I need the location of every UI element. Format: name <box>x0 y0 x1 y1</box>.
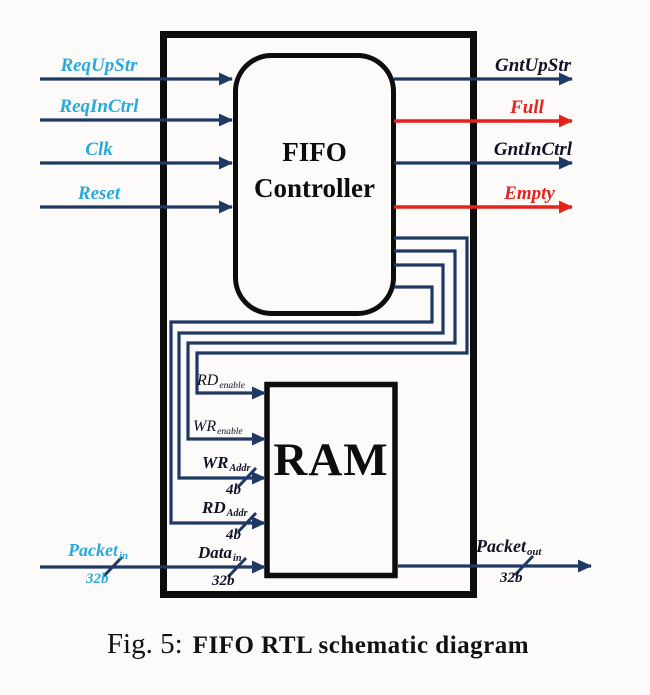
figure-caption <box>8 628 628 661</box>
signal-label-requpstr: ReqUpStr <box>60 55 138 76</box>
signal-label-wr-addr: $WR_{Addr}$ <box>202 453 251 475</box>
port-label-packet-out: Packet$_{out}$ <box>476 536 542 559</box>
ram-label: RAM <box>273 434 389 486</box>
signal-label-empty: Empty <box>504 183 555 204</box>
signal-label-rd-enable: $RD_{enable}$ <box>197 372 245 391</box>
signal-label-clk: Clk <box>85 139 113 160</box>
signal-label-data-in: Data$_{in}$ <box>198 543 242 565</box>
signal-label-reqinctrl: ReqInCtrl <box>59 96 139 117</box>
signal-label-full: Full <box>510 97 544 118</box>
signal-label-gntupstr: GntUpStr <box>494 55 572 76</box>
figure-caption-title: FIFO RTL schematic diagram <box>192 632 530 659</box>
signal-label-gntinctrl: GntInCtrl <box>493 139 573 160</box>
bus-width-data-in: 32b <box>212 573 235 589</box>
bus-width-packet-in: 32b <box>86 571 109 587</box>
bus-width-rd-addr: 4b <box>226 527 241 543</box>
signal-label-reset: Reset <box>77 183 121 204</box>
port-label-packet-in: Packet$_{in}$ <box>68 540 128 563</box>
signal-label-rd-addr: $RD_{Addr}$ <box>202 498 248 520</box>
bus-width-packet-out: 32b <box>500 570 523 586</box>
fifo-controller-label: FIFO Controller <box>254 137 375 204</box>
figure-caption-number: Fig. 5: <box>106 628 183 660</box>
signal-label-wr-enable: $WR_{enable}$ <box>193 418 243 437</box>
bus-width-wr-addr: 4b <box>226 482 241 498</box>
